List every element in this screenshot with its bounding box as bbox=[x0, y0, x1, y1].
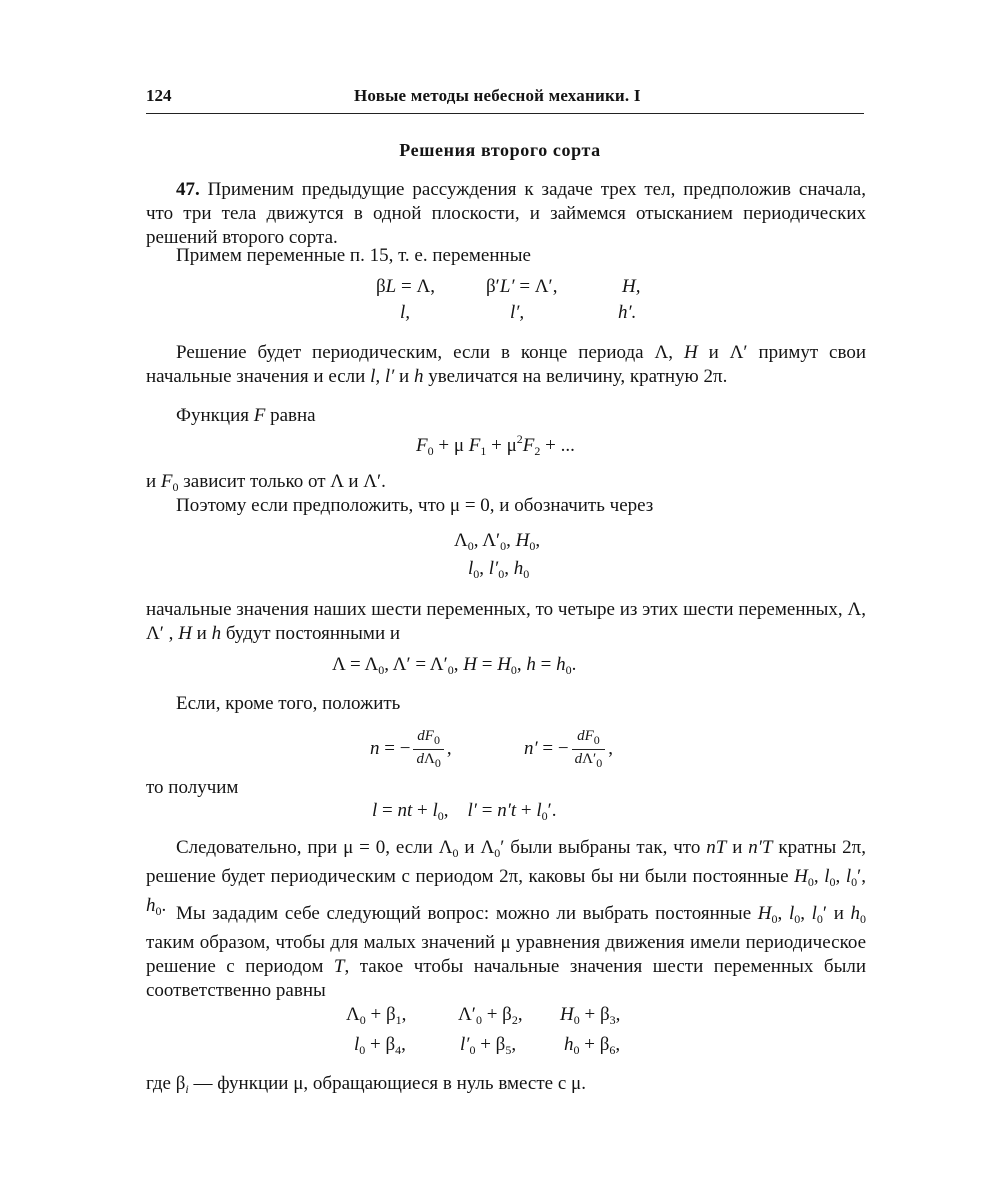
paragraph-variables: Примем переменные п. 15, т. е. переменные bbox=[176, 245, 531, 266]
function-text-2: равна bbox=[270, 405, 316, 426]
book-page: 124 Новые методы небесной механики. I Решения второго сорта 47. Применим предыдущие рассуждения к задаче трех тел, предположив сначала, что три тела движутся в одной плоскости, и займемся отысканием периодических решений второго сорта. Примем переменные п. 15, т. е. переменные βL = Λ, β′L′ = Λ′, H, l, l′, h′. Решение будет периодическим, если в конце периода Λ, H и Λ′ примут свои начальные значения и если l, l′ и h увеличатся на величину, кратную 2π. Функция F равна $F_0 + \mu$ $F_1 + \mu^2F_2$ + ... и $F_0$ зависит только от Λ и Λ′. Поэтому если предположить, что μ = 0, и обозначить через $\Lambda_0$, $\Lambda'_0$, $H_0$, $l_0$, $l'_0$, $h_0$ начальные значения наших шести переменных, то четыре из этих шести переменных, Λ, Λ′ , H и h будут постоянными и $\Lambda = \Lambda_0$, $\Lambda' = \Lambda'_0$, $H = H_0$, $h = h_0$. Если, кроме того, положить n = − $\frac{dF_0}{d\Lambda_0}$ , n′ = − $\frac{dF_0}{d\Lambda'_0}$ , то получим l = nt + $l_0$, $l' = n't + l_0'$. Следовательно, при μ = 0, если $\Lambda_0$ и $\Lambda_0'$ были выбраны так, что nT и n′T кратны 2π, решение будет периодическим с периодом 2π, каковы бы ни были постоянные $H_0$, $l_0$, $l_0'$, $h_0$. Мы зададим себе следующий вопрос: можно ли выбрать постоянные $H_0$, $l_0$, $l_0'$ и $h_0$ таким образом, чтобы для малых значений μ уравнения движения имели периодическое решение с периодом T, такое чтобы начальные значения шести переменных были соответственно равны $\Lambda_0 + \beta_1$, $\Lambda'_0 + \beta_2$, $H_0 + \beta_3$, $l_0 + \beta_4$, $l'_0 + \beta_5$, $h_0 + \beta_6$, где $\beta_i$ — функции μ, обращающиеся в нуль вместе с μ. bbox=[0, 0, 1000, 1200]
paragraph-47 bbox=[146, 178, 866, 250]
paragraph-consequently: Следовательно, при μ = 0, если $\Lambda_0$ и $\Lambda_0'$ были выбраны так, что nT и n′T кратны 2π, решение будет периодическим с периодом 2π, каковы бы ни были постоянные $H_0$, $l_0$, $l_0'$, $h_0$. bbox=[146, 837, 867, 918]
paragraph-then: то получим bbox=[146, 777, 239, 798]
consequently-text-3: кратны 2π, решение будет периодическим с периодом 2π, каковы бы ни были постоянные bbox=[146, 837, 867, 887]
paragraph-where: где $\beta_i$ — функции μ, обращающиеся в нуль вместе с μ. bbox=[146, 1073, 586, 1096]
where-text-2: — функции μ, обращающиеся в нуль вместе с μ. bbox=[193, 1073, 586, 1094]
consequently-text-2: были выбраны так, что bbox=[510, 837, 701, 858]
paragraph-if: Если, кроме того, положить bbox=[176, 693, 401, 714]
paragraph-47-text: Применим предыдущие рассуждения к задаче трех тел, предположив сначала, что три тела движутся в одной плоскости, и займемся отысканием периодических решений второго сорта. bbox=[146, 179, 866, 248]
depends-text-1: и bbox=[146, 471, 157, 492]
periodic-text-3: увеличатся на величину, кратную 2π. bbox=[428, 366, 728, 387]
initial-text-2: будут постоянными и bbox=[225, 623, 401, 644]
question-text-2: таким образом, чтобы для малых значений μ уравнения движения имели периодическое решение с периодом bbox=[146, 932, 866, 977]
where-text-1: где β bbox=[146, 1073, 186, 1094]
paragraph-periodic: Решение будет периодическим, если в конце периода Λ, H и Λ′ примут свои начальные значения и если l, l′ и h увеличатся на величину, кратную 2π. bbox=[146, 342, 866, 387]
consequently-text-1: Следовательно, при μ = 0, если Λ bbox=[176, 837, 453, 858]
paragraph-number: 47. bbox=[176, 179, 200, 200]
running-title: Новые методы небесной механики. I bbox=[354, 86, 641, 105]
paragraph-question: Мы зададим себе следующий вопрос: можно ли выбрать постоянные $H_0$, $l_0$, $l_0'$ и $h_0$ таким образом, чтобы для малых значений μ уравнения движения имели периодическое решение с периодом T, такое чтобы начальные значения шести переменных были соответственно равны bbox=[146, 903, 867, 1001]
periodic-text-1: Решение будет периодическим, если в конце периода Λ, bbox=[176, 342, 674, 363]
depends-text-2: зависит только от Λ и Λ′. bbox=[183, 471, 386, 492]
header-rule bbox=[146, 113, 864, 114]
paragraph-function: Функция F равна bbox=[176, 405, 316, 426]
initial-text-1: начальные значения наших шести переменных, то четыре из этих шести переменных, Λ, Λ′ , bbox=[146, 599, 866, 644]
paragraph-therefore: Поэтому если предположить, что μ = 0, и обозначить через bbox=[176, 495, 654, 516]
question-text-3: , такое чтобы начальные значения шести переменных были соответственно равны bbox=[146, 956, 866, 1001]
question-text-1: Мы зададим себе следующий вопрос: можно ли выбрать постоянные bbox=[176, 903, 752, 924]
running-header bbox=[146, 86, 864, 110]
periodic-text-2: и Λ′ примут свои начальные значения и если bbox=[146, 342, 866, 387]
paragraph-depends: и $F_0$ зависит только от Λ и Λ′. bbox=[146, 471, 386, 494]
function-text: Функция bbox=[176, 405, 249, 426]
section-title: Решения второго сорта bbox=[399, 140, 601, 160]
page-number: 124 bbox=[146, 86, 172, 105]
paragraph-initial: начальные значения наших шести переменных, то четыре из этих шести переменных, Λ, Λ′ , H и h будут постоянными и bbox=[146, 599, 866, 644]
